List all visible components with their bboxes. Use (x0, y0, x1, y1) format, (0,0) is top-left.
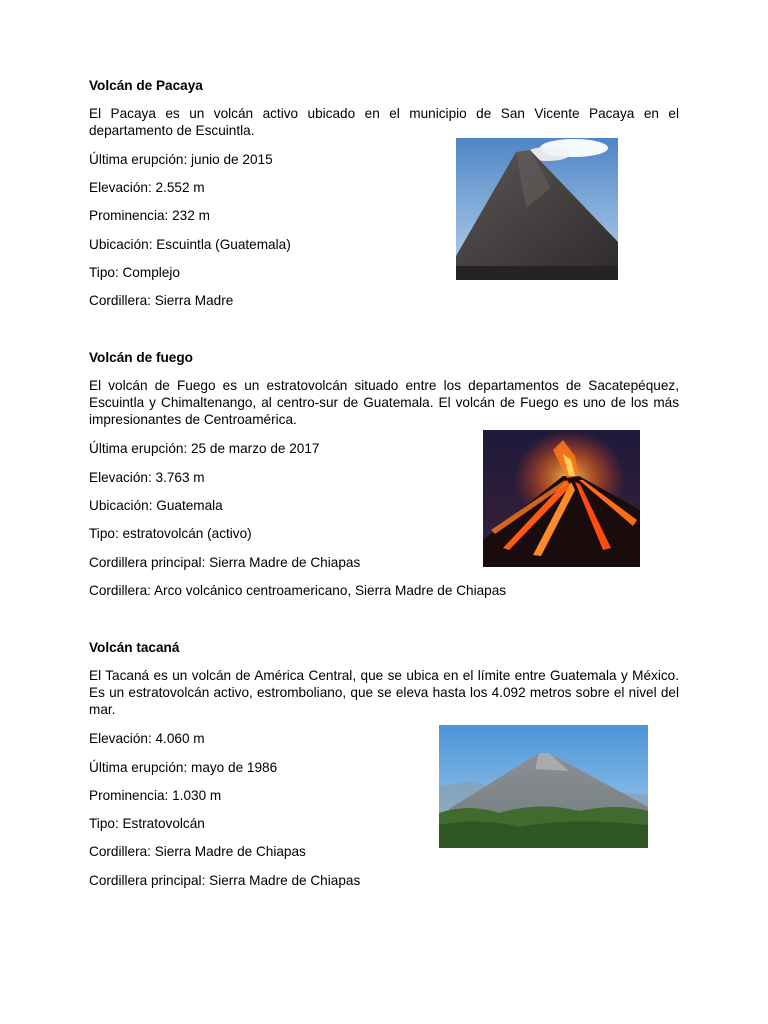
volcano-photo-pacaya (456, 138, 618, 280)
fact-line: Tipo: estratovolcán (activo) (89, 526, 252, 541)
section-description-tacana: El Tacaná es un volcán de América Central, que se ubica en el límite entre Guatemala y México. Es un estratovolcán activo, estromboliano, que se eleva hasta los 4.092 metros sobre el nivel del mar. (89, 668, 679, 717)
fact-line: Cordillera principal: Sierra Madre de Chiapas (89, 873, 361, 888)
fact-line: Prominencia: 232 m (89, 208, 210, 223)
section-description-fuego: El volcán de Fuego es un estratovolcán situado entre los departamentos de Sacatepéquez, Escuintla y Chimaltenango, al centro-sur de Guatemala. El volcán de Fuego es uno de los más impresionantes de Centroamérica. (89, 378, 679, 427)
section-description-pacaya: El Pacaya es un volcán activo ubicado en el municipio de San Vicente Pacaya en el departamento de Escuintla. (89, 106, 679, 138)
fact-line: Ubicación: Guatemala (89, 498, 223, 513)
fact-line: Elevación: 3.763 m (89, 470, 205, 485)
fact-line: Última erupción: mayo de 1986 (89, 760, 278, 775)
fact-line: Prominencia: 1.030 m (89, 788, 222, 803)
fact-line: Elevación: 4.060 m (89, 731, 205, 746)
fact-line: Cordillera: Sierra Madre de Chiapas (89, 844, 306, 859)
fact-line: Cordillera: Sierra Madre (89, 293, 234, 308)
section-title-tacana: Volcán tacaná (89, 640, 180, 655)
fact-line: Tipo: Complejo (89, 265, 180, 280)
volcano-photo-fuego (483, 430, 640, 567)
volcano-photo-tacana (439, 725, 648, 848)
section-title-fuego: Volcán de fuego (89, 350, 193, 365)
fact-line: Elevación: 2.552 m (89, 180, 205, 195)
fact-line: Última erupción: 25 de marzo de 2017 (89, 441, 320, 456)
fact-line: Ubicación: Escuintla (Guatemala) (89, 237, 291, 252)
fact-line: Última erupción: junio de 2015 (89, 152, 273, 167)
fact-line: Tipo: Estratovolcán (89, 816, 205, 831)
section-title-pacaya: Volcán de Pacaya (89, 78, 203, 93)
fact-line: Cordillera: Arco volcánico centroamericano, Sierra Madre de Chiapas (89, 583, 507, 598)
fact-line: Cordillera principal: Sierra Madre de Chiapas (89, 555, 361, 570)
